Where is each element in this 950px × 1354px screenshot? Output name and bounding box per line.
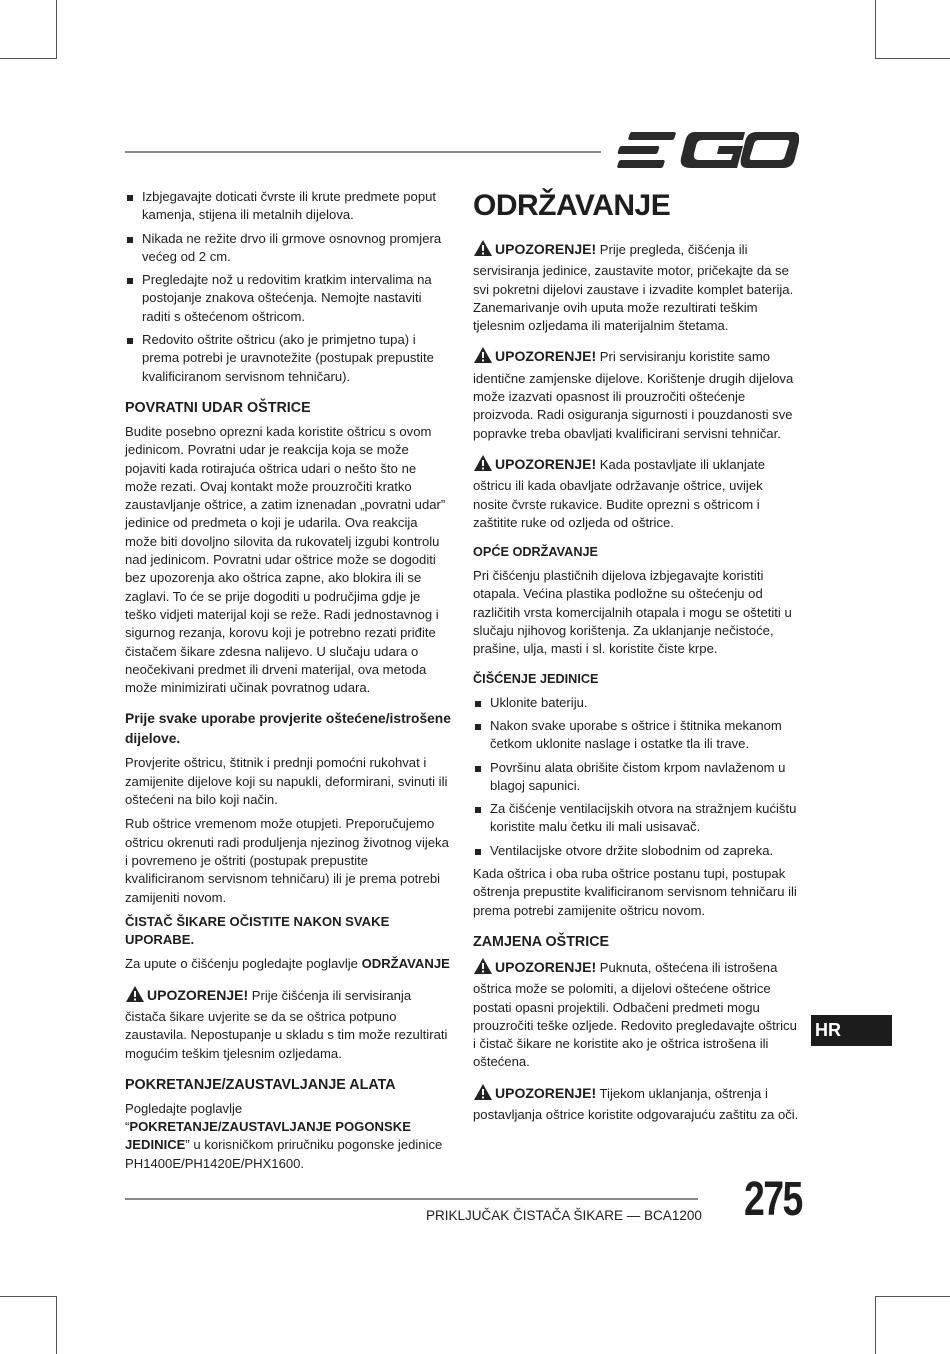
list-item: Izbjegavajte doticati čvrste ili krute predmete poput kamenja, stijena ili metalnih dijelova. (125, 188, 451, 225)
warning-triangle-icon (473, 957, 493, 980)
start-stop-text-end: ” u korisničkom priručniku pogonske jedinice PH1400E/PH1420E/PHX1600. (125, 1137, 443, 1171)
page-title: ODRŽAVANJE (473, 189, 671, 222)
blade-sharpen-paragraph: Rub oštrice vremenom može otupjeti. Preporučujemo oštricu okrenuti radi produljenja njezinog životnog vijeka i povremeno je oštriti (postupak prepustite kvalificiranom servisnom tehničaru) ili je prema potrebi zamijeniti novom. (125, 816, 449, 905)
warning-label: UPOZORENJE! (495, 348, 597, 365)
footer-rule (125, 1198, 698, 1200)
clean-reference-chapter: ODRŽAVANJE (361, 956, 450, 972)
warning-block (125, 985, 451, 1063)
right-column (473, 188, 799, 1135)
start-stop-heading: POKRETANJE/ZAUSTAVLJANJE ALATA (125, 1076, 396, 1093)
page-number: 275 (744, 1173, 802, 1226)
warning-block (473, 957, 799, 1072)
list-item: Ventilacijske otvore držite slobodnim od zapreka. (473, 842, 799, 860)
warning-text: Prije pregleda, čišćenja ili servisiranja jedinice, zaustavite motor, pričekajte da se svi pokretni dijelovi zaustave i izvadite komplet baterija. Zanemarivanje ovih uputa može rezultirati teškim tjelesnim ozljedama ili materijalnim štetama. (473, 242, 794, 334)
list-item: Pregledajte nož u redovitim kratkim intervalima na postojanje znakova oštećenja. Nemojte nastaviti raditi s oštećenom oštricom. (125, 271, 451, 326)
warning-label: UPOZORENJE! (495, 241, 597, 257)
crop-mark (56, 0, 57, 59)
warning-triangle-icon (473, 346, 493, 369)
footer-title: PRIKLJUČAK ČISTAČA ŠIKARE — BCA1200 (426, 1208, 702, 1223)
list-item: Uklonite bateriju. (473, 694, 799, 712)
crop-mark (56, 1296, 57, 1354)
warning-label: UPOZORENJE! (495, 1084, 597, 1101)
crop-mark (0, 58, 57, 59)
start-stop-paragraph (125, 1100, 451, 1173)
clean-reference-text: Za upute o čišćenju pogledajte poglavlje (125, 956, 362, 972)
warning-label: UPOZORENJE! (495, 958, 597, 975)
list-item: Nakon svake uporabe s oštrice i štitnika mekanom četkom uklonite naslage i ostatke tla ili trave. (473, 717, 799, 754)
list-item: Redovito oštrite oštricu (ako je primjetno tupa) i prema potrebi je uravnotežite (postupak prepustite kvalificiranom servisnom tehničaru). (125, 331, 451, 386)
crop-mark (875, 0, 876, 59)
general-maintenance-heading: OPĆE ODRŽAVANJE (473, 545, 599, 560)
kickback-heading: POVRATNI UDAR OŠTRICE (125, 399, 311, 416)
language-tab: HR (811, 1015, 892, 1046)
warning-triangle-icon (473, 239, 493, 262)
warning-text: Pri servisiranju koristite samo identične zamjenske dijelove. Korištenje drugih dijelova može izazvati opasnost ili prouzročiti oštećenje proizvoda. Radi osiguranja sigurnosti i pouzdanosti sve popravke treba obavljati kvalificirani servisni tehničar. (473, 349, 794, 441)
crop-mark (0, 1296, 57, 1297)
unit-cleaning-heading: ČIŠĆENJE JEDINICE (473, 671, 599, 686)
check-parts-paragraph: Provjerite oštricu, štitnik i prednji pomoćni rukohvat i zamijenite dijelove koji su napukli, deformirani, svinuti ili oštećeni na bilo koji način. (125, 755, 448, 808)
unit-cleaning-paragraph: Kada oštrica i oba ruba oštrice postanu tupi, postupak oštrenja prepustite kvalificiranom servisnom tehničaru ili prema potrebi zamijenite oštricu novom. (473, 866, 797, 918)
unit-cleaning-list (473, 694, 799, 860)
start-stop-text: Pogledajte poglavlje “ (125, 1100, 243, 1135)
crop-mark (875, 1296, 876, 1354)
header-rule (125, 151, 601, 153)
warning-text: Tijekom uklanjanja, oštrenja i postavljanja oštrice koristite odgovarajuću zaštitu za oči. (473, 1085, 799, 1122)
warning-triangle-icon (125, 985, 145, 1008)
warning-text: Prije čišćenja ili servisiranja čistača šikare uvjerite se da se oštrica potpuno zaustavila. Nepostupanje u skladu s tim može rezultirati mogućim teškim tjelesnim ozljedama. (125, 987, 448, 1061)
warning-block (473, 346, 799, 442)
warning-label: UPOZORENJE! (147, 986, 249, 1003)
general-maintenance-paragraph: Pri čišćenju plastičnih dijelova izbjegavajte koristiti otapala. Većina plastika podložne su oštećenju od različitih vrsta komercijalnih otapala i mogu se oštetiti u slučaju njihovog korištenja. Za uklanjanje nečistoće, prašine, ulja, masti i sl. koristite čiste krpe. (473, 568, 792, 657)
kickback-paragraph: Budite posebno oprezni kada koristite oštricu s ovom jedinicom. Povratni udar je reakcija koja se može pojaviti kada rotirajuća oštrica udari o nešto što ne može rezati. Ovaj kontakt može prouzročiti kratko zaustavljanje oštrice, a zatim iznenadan „povratni udar” jedinice od predmeta o koji je udarila. Ova reakcija može biti dovoljno silovita da rukovatelj izgubi kontrolu nad jedinicom. Povratni udar oštrice može se dogoditi bez upozorenja ako oštrica zapne, ako blokira ili se zaglavi. To će se prije dogoditi u područjima gdje je teško vidjeti materijal koji se reže. Radi jednostavnog i sigurnog rezanja, korovu koji je potrebno rezati priđite čistačem šikare zdesna nalijevo. U slučaju udara o neočekivani predmet ili drveni materijal, ova metoda može minimizirati učinak povratnog udara. (125, 423, 446, 696)
crop-mark (875, 1296, 950, 1297)
list-item: Nikada ne režite drvo ili grmove osnovnog promjera većeg od 2 cm. (125, 230, 451, 267)
warning-block (473, 454, 799, 532)
crop-mark (875, 58, 950, 59)
check-parts-heading: Prije svake uporabe provjerite oštećene/istrošene dijelove. (125, 711, 451, 747)
warning-triangle-icon (473, 1083, 493, 1106)
warning-label: UPOZORENJE! (495, 455, 597, 472)
warning-block (473, 1083, 799, 1125)
list-item: Za čišćenje ventilacijskih otvora na stražnjem kućištu koristite malu četku ili mali usisavač. (473, 800, 799, 837)
start-stop-chapter: POKRETANJE/ZAUSTAVLJANJE POGONSKE JEDINICE (125, 1119, 411, 1153)
list-item: Površinu alata obrišite čistom krpom navlaženom u blagoj sapunici. (473, 759, 799, 796)
warning-block (473, 239, 799, 335)
warning-text: Puknuta, oštećena ili istrošena oštrica može se polomiti, a dijelovi oštećene oštrice postati opasni projektili. Odbačeni predmeti mogu prouzročiti teške ozljede. Redovito pregledavajte oštricu i čistač šikare ne koristite ako je oštrica istrošena ili oštećena. (473, 959, 797, 1070)
ego-logo (617, 130, 799, 175)
left-column (125, 188, 451, 1179)
clean-after-use-note: ČISTAČ ŠIKARE OČISTITE NAKON SVAKE UPORABE. (125, 913, 390, 948)
warning-text: Kada postavljate ili uklanjate oštricu ili kada obavljate održavanje oštrice, uvijek nosite čvrste rukavice. Budite oprezni s oštricom i zaštitite ruke od ozljeda od oštrice. (473, 456, 765, 530)
blade-replacement-heading: ZAMJENA OŠTRICE (473, 933, 610, 950)
warning-triangle-icon (473, 454, 493, 477)
ego-logo-mark (617, 130, 799, 170)
safety-bullet-list (125, 188, 451, 386)
clean-reference (125, 955, 451, 973)
